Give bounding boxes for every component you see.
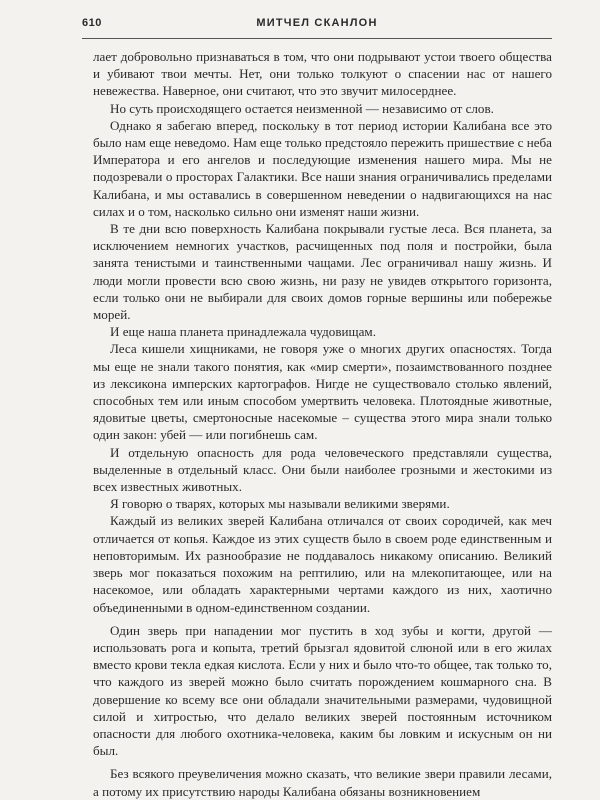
paragraph: Я говорю о тварях, которых мы называли великими зверями. <box>110 496 450 512</box>
running-title: МИТЧЕЛ СКАНЛОН <box>256 17 378 29</box>
paragraph: Однако я забегаю вперед, поскольку в тот период истории Калибана все это было нам еще неведомо. Нам еще только предстояло пережить пришествие с неба Императора и его ангелов и последующие изменения нашего мира. Мы не подозревали о просторах Галактики. Все наши знания ограничивались пределами Калибана, и мы оставались в совершенном неведении о надвигающихся на нас силах и о том, насколько сильно они изменят наши жизни. <box>93 117 552 219</box>
paragraph: лает добровольно признаваться в том, что они подрывают устои твоего общества и убивают твои мечты. Нет, они только толкуют о спасении нас от нашего невежества. Наверное, они считают, что это звучит милосерднее. <box>93 49 552 99</box>
header-rule <box>82 38 552 39</box>
paragraph: В те дни всю поверхность Калибана покрывали густые леса. Вся планета, за исключением немногих участков, расчищенных под поля и постройки, была занята тенистыми и таинственными чащами. Лес ограничивал нашу жизнь. И люди могли провести всю свою жизнь, ни разу не увидев открытого горизонта, если только они не выбирали для своих домов горные вершины или побережье морей. <box>93 221 552 323</box>
page-number: 610 <box>82 17 102 29</box>
paragraph: И отдельную опасность для рода человеческого представляли существа, выделенные в отдельный класс. Они были наиболее грозными и жестокими из всех известных животных. <box>93 444 552 495</box>
paragraph: Каждый из великих зверей Калибана отличался от своих сородичей, как меч отличается от копья. Каждое из этих существ было в своем роде единственным и неповторимым. Их разнообразие не поддавалось никакому описанию. Великий зверь мог показаться похожим на рептилию, или на млекопитающее, или на насекомое, или обладать характерными чертами каждого из них, хаотично объединенными в одном-единственном создании. <box>93 513 552 615</box>
page-header <box>82 17 552 39</box>
paragraph: Без всякого преувеличения можно сказать, что великие звери правили лесами, а потому их присутствию народы Калибана обязаны возникновением <box>93 766 552 799</box>
paragraph: Леса кишели хищниками, не говоря уже о многих других опасностях. Тогда мы еще не знали такого понятия, как «мир смерти», позаимствованного позднее из лексикона имперских картографов. Нигде не существовало столько явлений, способных тем или иным способом умертвить человека. Плотоядные животные, ядовитые цветы, смертоносные насекомые – существа этого мира знали только один закон: убей — или погибнешь сам. <box>93 341 552 443</box>
body-text <box>93 48 552 800</box>
paragraph: И еще наша планета принадлежала чудовищам. <box>110 324 376 340</box>
paragraph: Но суть происходящего остается неизменной — независимо от слов. <box>110 100 494 116</box>
paragraph: Один зверь при нападении мог пустить в ход зубы и когти, другой — использовать рога и копыта, третий брызгал ядовитой слюной или в его жилах вместо крови текла едкая кислота. Если у них и было что-то общее, так только то, что каждого из зверей можно было считать порождением кошмарного сна. В довершение ко всему все они обладали значительными размерами, чудовищной силой и хитростью, что делало великих зверей постоянным источником опасности для любого охотника-человека, каким бы ловким и искусным он ни был. <box>93 622 552 759</box>
